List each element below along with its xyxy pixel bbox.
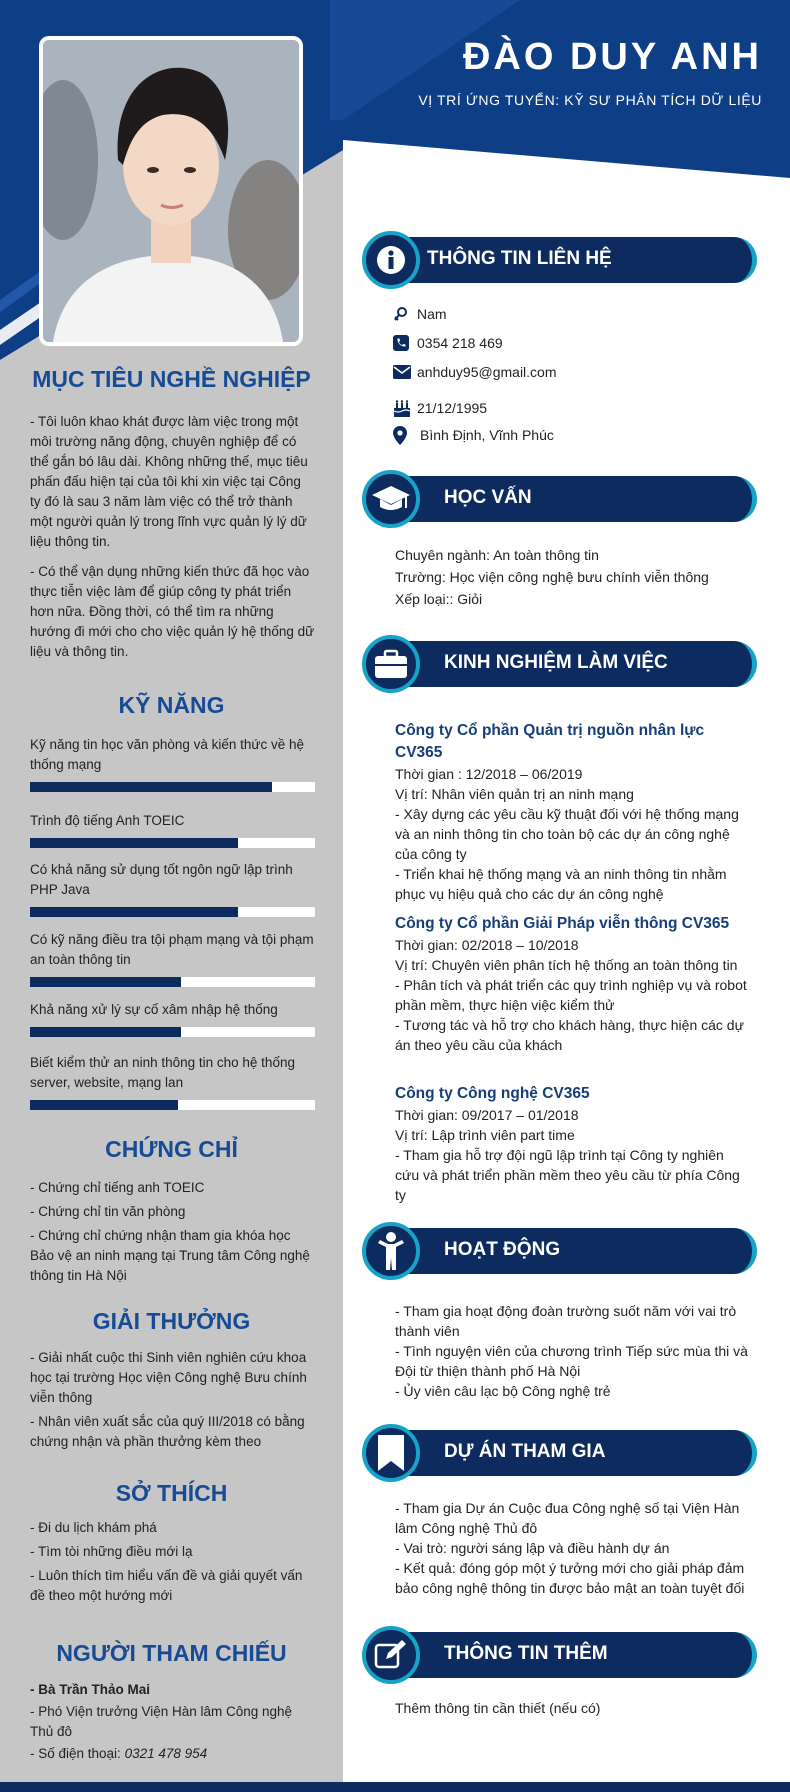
skill-level-fill bbox=[30, 1027, 181, 1037]
projects-title: DỰ ÁN THAM GIA bbox=[444, 1441, 606, 1462]
skill-level-fill bbox=[30, 1100, 178, 1110]
objective-paragraph: - Tôi luôn khao khát được làm việc trong một môi trường năng động, chuyên nghiệp để có thể gắn bó lâu dài. Không những thế, mục tiêu phấn đấu hiện tại của tôi khi xin việc tại Công ty đó là sau 3 năm làm việc có thể trở thành một người quản lý trong lĩnh vực quản lý lý dữ liệu thông tin. bbox=[30, 414, 308, 549]
location-pin-icon bbox=[393, 426, 417, 444]
education-title: HỌC VẤN bbox=[444, 487, 532, 508]
reference-phone: 0321 478 954 bbox=[124, 1746, 208, 1761]
education-line: Chuyên ngành: An toàn thông tin bbox=[395, 547, 599, 563]
references-block bbox=[30, 1680, 315, 1768]
education-section-header bbox=[362, 472, 757, 524]
job-company: Công ty Công nghệ CV365 bbox=[395, 1085, 590, 1102]
objective-text bbox=[30, 412, 315, 672]
contact-email[interactable]: anhduy95@gmail.com bbox=[417, 364, 557, 380]
contact-gender: Nam bbox=[417, 306, 447, 322]
applied-position: VỊ TRÍ ỨNG TUYỂN: KỸ SƯ PHÂN TÍCH DỮ LIỆU bbox=[418, 92, 762, 108]
contact-address: Bình Định, Vĩnh Phúc bbox=[420, 427, 554, 443]
skill-level-fill bbox=[30, 907, 238, 917]
contact-address-row bbox=[393, 425, 554, 445]
skill-level-bar bbox=[30, 977, 315, 987]
job-duty: - Tham gia hỗ trợ đội ngũ lập trình tại Công ty nghiên cứu và phát triển phần mềm theo yêu cầu từ phía Công ty bbox=[395, 1147, 740, 1203]
skill-item bbox=[30, 735, 315, 775]
reference-role: - Phó Viện trưởng Viện Hàn lâm Công nghệ Thủ đô bbox=[30, 1704, 293, 1739]
contact-birthday: 21/12/1995 bbox=[417, 400, 488, 416]
job-company: Công ty Cổ phần Giải Pháp viễn thông CV365 bbox=[395, 915, 730, 932]
extra-section-header bbox=[362, 1628, 757, 1680]
reference-name: - Bà Trần Thảo Mai bbox=[30, 1682, 151, 1697]
skill-level-bar bbox=[30, 1027, 315, 1037]
job-entry bbox=[395, 1083, 750, 1205]
projects-section-header bbox=[362, 1426, 757, 1478]
contact-birthday-row bbox=[393, 398, 487, 418]
skill-level-fill bbox=[30, 977, 181, 987]
skill-level-bar bbox=[30, 907, 315, 917]
skill-level-bar bbox=[30, 782, 315, 792]
hobby-item: - Đi du lịch khám phá bbox=[30, 1520, 157, 1535]
objective-title: MỤC TIÊU NGHỀ NGHIỆP bbox=[32, 366, 311, 392]
extra-text: Thêm thông tin cần thiết (nếu có) bbox=[395, 1700, 601, 1716]
job-duty: - Xây dựng các yêu cầu kỹ thuật đối với hệ thống mạng và an ninh thông tin cho toàn bộ các dự án công nghệ của công ty bbox=[395, 806, 739, 862]
award-item: - Giải nhất cuộc thi Sinh viên nghiên cứu khoa học tại trường Học viện Công nghệ Bưu chính viễn thông bbox=[30, 1350, 307, 1405]
info-icon bbox=[362, 231, 420, 289]
skill-level-fill bbox=[30, 838, 238, 848]
activities-section-header bbox=[362, 1224, 757, 1276]
bookmark-icon bbox=[362, 1424, 420, 1482]
contact-gender-row bbox=[393, 304, 447, 324]
skill-item bbox=[30, 860, 315, 900]
project-line: - Kết quả: đóng góp một ý tưởng mới cho giải pháp đảm bảo công nghệ thông tin được bảo mật an toàn tuyệt đối bbox=[395, 1560, 745, 1596]
certificate-item: - Chứng chỉ chứng nhận tham gia khóa học Bảo vệ an ninh mạng tại Trung tâm Công nghệ thông tin Hà Nội bbox=[30, 1228, 310, 1283]
briefcase-icon bbox=[362, 635, 420, 693]
skill-label: Kỹ năng tin học văn phòng và kiến thức về hệ thống mạng bbox=[30, 737, 304, 772]
references-title: NGƯỜI THAM CHIẾU bbox=[56, 1640, 287, 1666]
certificate-item: - Chứng chỉ tin văn phòng bbox=[30, 1204, 186, 1219]
skill-item bbox=[30, 811, 315, 831]
contact-phone-row bbox=[393, 333, 503, 353]
job-duty: - Phân tích và phát triển các quy trình nghiệp vụ và robot phần mềm, thực hiện việc kiểm thử bbox=[395, 977, 747, 1013]
hobbies-list bbox=[30, 1518, 315, 1610]
education-line: Xếp loại:: Giỏi bbox=[395, 591, 483, 607]
education-text bbox=[395, 544, 750, 610]
job-duty: - Triển khai hệ thống mạng và an ninh thông tin nhằm phục vụ hiệu quả cho các dự án công nghệ bbox=[395, 866, 727, 902]
activity-line: - Tham gia hoạt động đoàn trường suốt năm với vai trò thành viên bbox=[395, 1303, 737, 1339]
experience-title: KINH NGHIỆM LÀM VIỆC bbox=[444, 652, 668, 673]
extra-title: THÔNG TIN THÊM bbox=[444, 1643, 608, 1664]
job-entry bbox=[395, 720, 750, 904]
project-line: - Tham gia Dự án Cuộc đua Công nghệ số tại Viện Hàn lâm Công nghệ Thủ đô bbox=[395, 1500, 740, 1536]
skill-label: Biết kiểm thử an ninh thông tin cho hệ thống server, website, mạng lan bbox=[30, 1055, 295, 1090]
job-company: Công ty Cổ phần Quản trị nguồn nhân lực CV365 bbox=[395, 722, 705, 761]
education-line: Trường: Học viện công nghệ bưu chính viễn thông bbox=[395, 569, 709, 585]
hobby-item: - Luôn thích tìm hiểu vấn đề và giải quyết vấn đề theo một hướng mới bbox=[30, 1568, 303, 1603]
project-line: - Vai trò: người sáng lập và điều hành dự án bbox=[395, 1540, 670, 1556]
skill-label: Có khả năng sử dụng tốt ngôn ngữ lập trình PHP Java bbox=[30, 862, 293, 897]
skills-title: KỸ NĂNG bbox=[118, 692, 225, 718]
award-item: - Nhân viên xuất sắc của quý III/2018 có bằng chứng nhận và phần thưởng kèm theo bbox=[30, 1414, 305, 1449]
job-duty: - Tương tác và hỗ trợ cho khách hàng, thực hiện các dự án theo yêu cầu của khách bbox=[395, 1017, 744, 1053]
contact-email-row bbox=[393, 362, 557, 382]
job-time: Thời gian: 02/2018 – 10/2018 bbox=[395, 937, 579, 953]
skill-item bbox=[30, 1053, 315, 1093]
reference-phone-label: - Số điện thoại: bbox=[30, 1746, 125, 1761]
skill-item bbox=[30, 930, 315, 970]
phone-icon bbox=[393, 334, 417, 352]
skill-level-bar bbox=[30, 1100, 315, 1110]
job-role: Vị trí: Nhân viên quản trị an ninh mạng bbox=[395, 786, 634, 802]
job-entry bbox=[395, 913, 750, 1055]
activities-text bbox=[395, 1301, 750, 1401]
graduation-cap-icon bbox=[362, 470, 420, 528]
job-time: Thời gian : 12/2018 – 06/2019 bbox=[395, 766, 583, 782]
skill-item bbox=[30, 1000, 315, 1020]
candidate-name: ĐÀO DUY ANH bbox=[462, 36, 762, 78]
skill-level-bar bbox=[30, 838, 315, 848]
activities-title: HOẠT ĐỘNG bbox=[444, 1239, 561, 1260]
hobbies-title: SỞ THÍCH bbox=[115, 1480, 228, 1506]
edit-icon bbox=[362, 1626, 420, 1684]
experience-section-header bbox=[362, 637, 757, 689]
job-role: Vị trí: Chuyên viên phân tích hệ thống an toàn thông tin bbox=[395, 957, 738, 973]
reference-phone-row bbox=[30, 1744, 315, 1764]
contact-section-header bbox=[362, 233, 757, 285]
awards-list bbox=[30, 1348, 315, 1456]
email-icon bbox=[393, 363, 417, 381]
contact-phone: 0354 218 469 bbox=[417, 335, 503, 351]
activity-line: - Ủy viên câu lạc bộ Công nghệ trẻ bbox=[395, 1383, 611, 1399]
skill-label: Khả năng xử lý sự cố xâm nhập hệ thống bbox=[30, 1002, 278, 1017]
projects-text bbox=[395, 1498, 750, 1598]
certificates-list bbox=[30, 1178, 315, 1290]
skill-label: Trình độ tiếng Anh TOEIC bbox=[30, 813, 185, 828]
birthday-cake-icon bbox=[393, 399, 417, 417]
person-icon bbox=[362, 1222, 420, 1280]
contact-title: THÔNG TIN LIÊN HỆ bbox=[427, 248, 612, 269]
awards-title: GIẢI THƯỞNG bbox=[92, 1308, 251, 1334]
activity-line: - Tình nguyện viên của chương trình Tiếp sức mùa thi và Đội từ thiện thành phố Hà Nội bbox=[395, 1343, 748, 1379]
profile-photo bbox=[39, 36, 303, 346]
gender-icon bbox=[393, 305, 417, 323]
job-time: Thời gian: 09/2017 – 01/2018 bbox=[395, 1107, 579, 1123]
skill-level-fill bbox=[30, 782, 272, 792]
skill-label: Có kỹ năng điều tra tội phạm mạng và tội phạm an toàn thông tin bbox=[30, 932, 314, 967]
footer-bar bbox=[0, 1782, 790, 1792]
certificate-item: - Chứng chỉ tiếng anh TOEIC bbox=[30, 1180, 205, 1195]
job-role: Vị trí: Lập trình viên part time bbox=[395, 1127, 575, 1143]
objective-paragraph: - Có thể vận dụng những kiến thức đã học vào thực tiễn việc làm để giúp công ty phát triển hơn nữa. Đồng thời, có thể tìm ra những hướng đi mới cho cho việc quản lý hệ thống dữ liệu và thông tin. bbox=[30, 564, 315, 659]
hobby-item: - Tìm tòi những điều mới lạ bbox=[30, 1544, 193, 1559]
certificates-title: CHỨNG CHỈ bbox=[105, 1136, 238, 1162]
